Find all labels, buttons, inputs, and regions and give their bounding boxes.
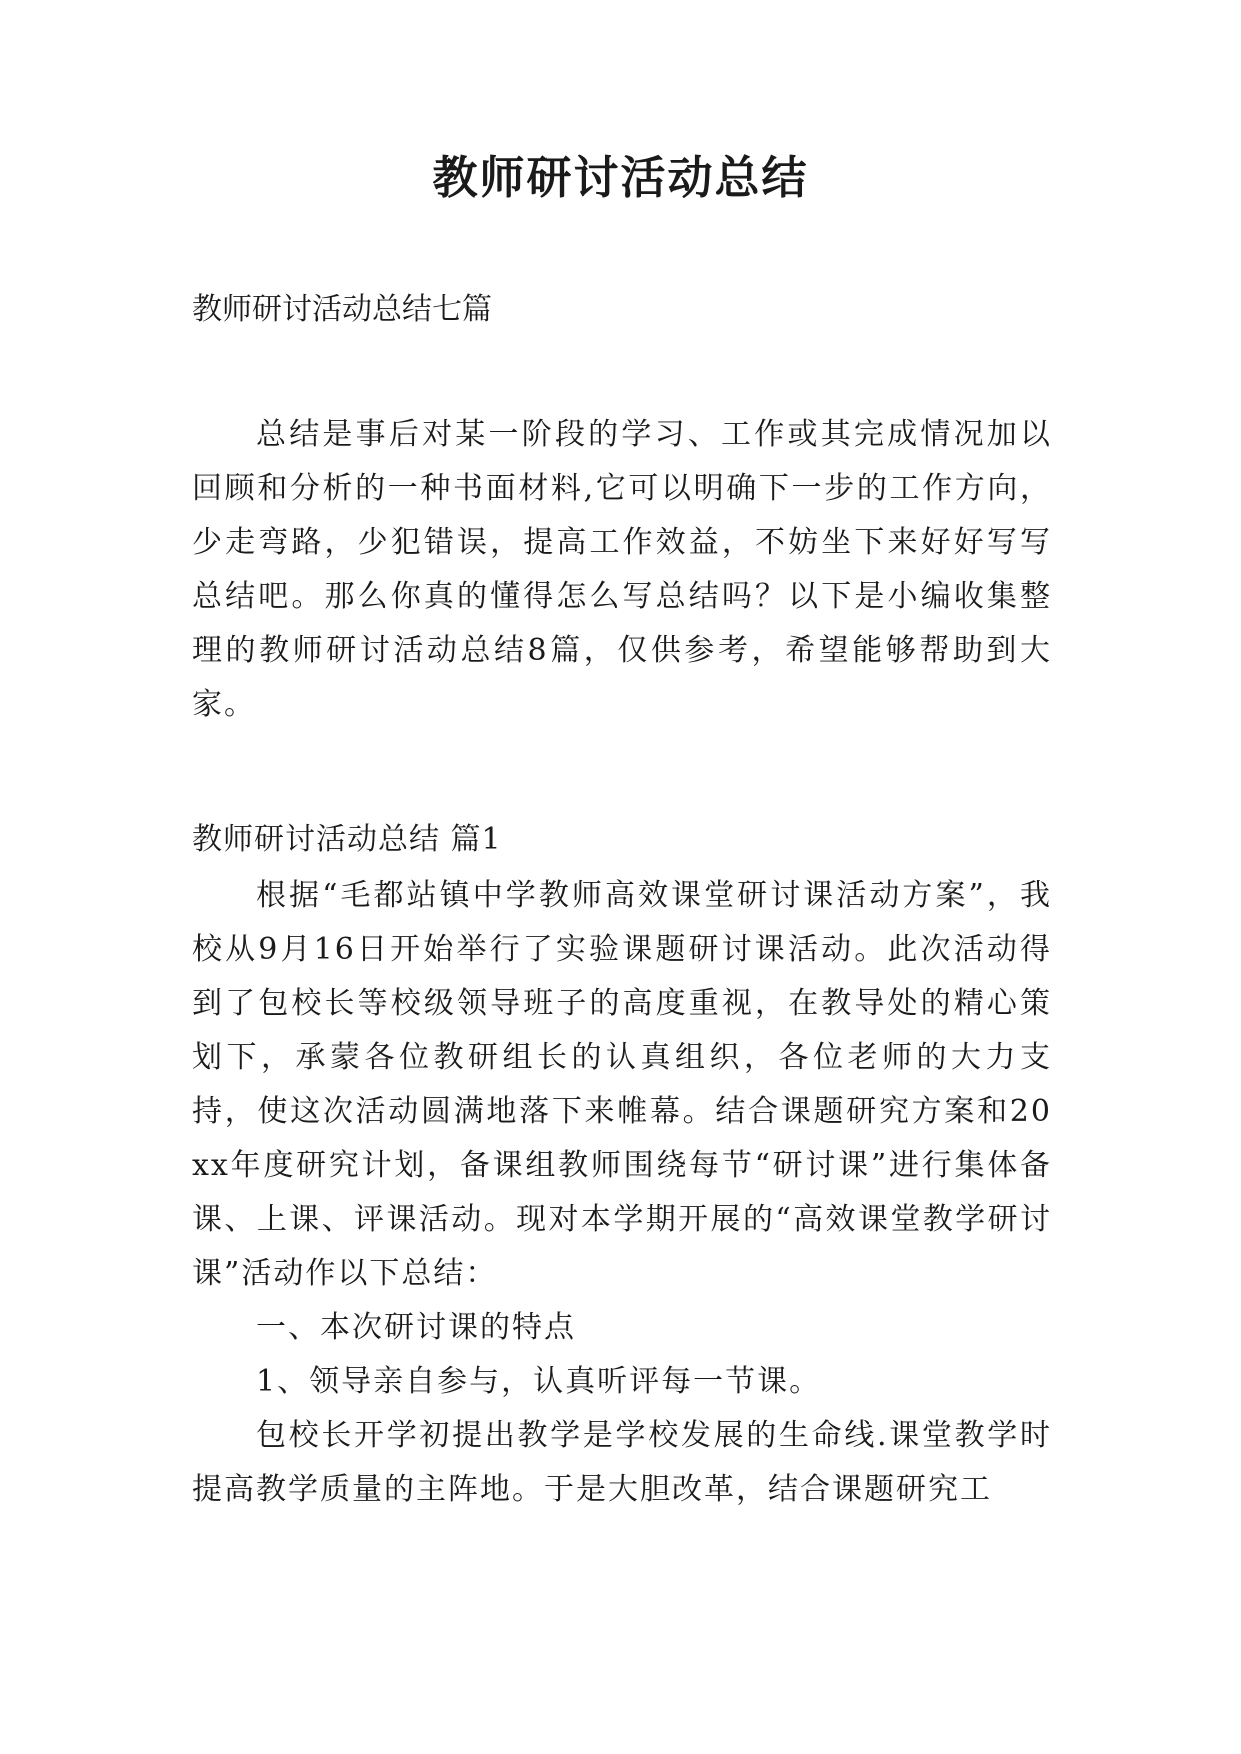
document-subtitle: 教师研讨活动总结七篇 — [192, 292, 492, 327]
section-1-point-heading: 一、本次研讨课的特点 — [256, 1310, 576, 1345]
section-1 — [192, 813, 1052, 1517]
document-title: 教师研讨活动总结 — [432, 151, 809, 204]
section-1-paragraph-1: 根据“毛都站镇中学教师高效课堂研讨课活动方案”，我校从9月16日开始举行了实验课题研讨课活动。此次活动得到了包校长等校级领导班子的高度重视，在教导处的精心策划下，承蒙各位教研组长的认真组织，各位老师的大力支持，使这次活动圆满地落下来帷幕。结合课题研究方案和20xx年度研究计划，备课组教师围绕每节“研讨课”进行集体备课、上课、评课活动。现对本学期开展的“高效课堂教学研讨课”活动作以下总结： — [192, 878, 1052, 1291]
intro-paragraph: 总结是事后对某一阶段的学习、工作或其完成情况加以回顾和分析的一种书面材料,它可以明确下一步的工作方向，少走弯路，少犯错误，提高工作效益，不妨坐下来好好写写总结吧。那么你真的懂得怎么写总结吗？以下是小编收集整理的教师研讨活动总结8篇，仅供参考，希望能够帮助到大家。 — [192, 417, 1052, 722]
section-1-heading: 教师研讨活动总结 篇1 — [192, 822, 502, 857]
intro-section — [192, 408, 1052, 732]
section-1-point-1: 1、领导亲自参与，认真听评每一节课。 — [256, 1364, 822, 1399]
section-1-paragraph-2: 包校长开学初提出教学是学校发展的生命线.课堂教学时提高教学质量的主阵地。于是大胆改革，结合课题研究工 — [192, 1418, 1052, 1507]
